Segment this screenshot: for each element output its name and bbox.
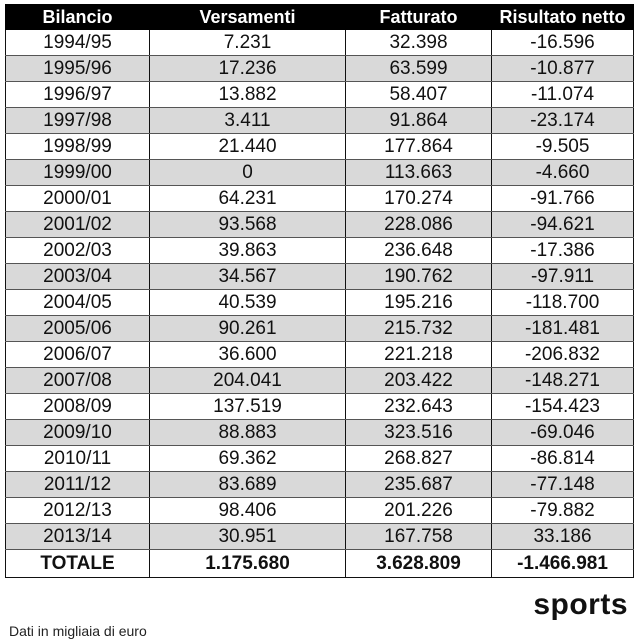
table-row <box>6 290 634 316</box>
cell-fatturato: 167.758 <box>346 524 492 550</box>
table-row <box>6 342 634 368</box>
cell-versamenti: 93.568 <box>150 212 346 238</box>
table-row <box>6 524 634 550</box>
cell-fatturato: 170.274 <box>346 186 492 212</box>
cell-versamenti: 137.519 <box>150 394 346 420</box>
cell-bilancio: 2004/05 <box>6 290 150 316</box>
cell-fatturato: 190.762 <box>346 264 492 290</box>
cell-risultato-netto: -17.386 <box>492 238 634 264</box>
cell-bilancio: 1994/95 <box>6 30 150 56</box>
table-row <box>6 56 634 82</box>
cell-risultato-netto: -69.046 <box>492 420 634 446</box>
cell-bilancio: 2011/12 <box>6 472 150 498</box>
cell-fatturato: 203.422 <box>346 368 492 394</box>
table-row <box>6 316 634 342</box>
cell-risultato-netto: 33.186 <box>492 524 634 550</box>
cell-fatturato: 177.864 <box>346 134 492 160</box>
column-header-risultato-netto: Risultato netto <box>492 5 634 30</box>
cell-risultato-netto: -94.621 <box>492 212 634 238</box>
cell-versamenti: 90.261 <box>150 316 346 342</box>
cell-bilancio: 1998/99 <box>6 134 150 160</box>
table-row <box>6 30 634 56</box>
table-row <box>6 368 634 394</box>
cell-fatturato: 323.516 <box>346 420 492 446</box>
cell-fatturato: 221.218 <box>346 342 492 368</box>
cell-bilancio: 2012/13 <box>6 498 150 524</box>
cell-versamenti: 30.951 <box>150 524 346 550</box>
cell-bilancio: 2000/01 <box>6 186 150 212</box>
cell-risultato-netto: -181.481 <box>492 316 634 342</box>
cell-bilancio: 2001/02 <box>6 212 150 238</box>
total-label: TOTALE <box>6 550 150 578</box>
cell-bilancio: 1999/00 <box>6 160 150 186</box>
column-header-versamenti: Versamenti <box>150 5 346 30</box>
total-risultato-netto: -1.466.981 <box>492 550 634 578</box>
cell-bilancio: 2005/06 <box>6 316 150 342</box>
total-versamenti: 1.175.680 <box>150 550 346 578</box>
table-row <box>6 238 634 264</box>
cell-fatturato: 215.732 <box>346 316 492 342</box>
cell-fatturato: 228.086 <box>346 212 492 238</box>
cell-bilancio: 2003/04 <box>6 264 150 290</box>
cell-bilancio: 2008/09 <box>6 394 150 420</box>
table-row <box>6 498 634 524</box>
cell-versamenti: 21.440 <box>150 134 346 160</box>
cell-fatturato: 268.827 <box>346 446 492 472</box>
footnote: Dati in migliaia di euro <box>9 623 147 639</box>
cell-versamenti: 36.600 <box>150 342 346 368</box>
header-row <box>6 5 634 30</box>
column-header-bilancio: Bilancio <box>6 5 150 30</box>
cell-risultato-netto: -9.505 <box>492 134 634 160</box>
cell-fatturato: 58.407 <box>346 82 492 108</box>
cell-fatturato: 32.398 <box>346 30 492 56</box>
cell-risultato-netto: -148.271 <box>492 368 634 394</box>
cell-versamenti: 17.236 <box>150 56 346 82</box>
cell-versamenti: 83.689 <box>150 472 346 498</box>
cell-risultato-netto: -206.832 <box>492 342 634 368</box>
cell-bilancio: 1995/96 <box>6 56 150 82</box>
cell-bilancio: 2002/03 <box>6 238 150 264</box>
cell-versamenti: 34.567 <box>150 264 346 290</box>
brand-logo: sports <box>533 588 628 621</box>
cell-fatturato: 201.226 <box>346 498 492 524</box>
cell-versamenti: 7.231 <box>150 30 346 56</box>
cell-risultato-netto: -91.766 <box>492 186 634 212</box>
cell-fatturato: 232.643 <box>346 394 492 420</box>
cell-risultato-netto: -77.148 <box>492 472 634 498</box>
cell-versamenti: 40.539 <box>150 290 346 316</box>
cell-risultato-netto: -16.596 <box>492 30 634 56</box>
total-row <box>6 550 634 578</box>
cell-versamenti: 39.863 <box>150 238 346 264</box>
cell-fatturato: 235.687 <box>346 472 492 498</box>
cell-bilancio: 2013/14 <box>6 524 150 550</box>
total-fatturato: 3.628.809 <box>346 550 492 578</box>
table-header <box>6 5 634 30</box>
cell-versamenti: 98.406 <box>150 498 346 524</box>
table-row <box>6 82 634 108</box>
cell-versamenti: 0 <box>150 160 346 186</box>
column-header-fatturato: Fatturato <box>346 5 492 30</box>
cell-versamenti: 69.362 <box>150 446 346 472</box>
table-body <box>6 30 634 550</box>
table-row <box>6 160 634 186</box>
table-row <box>6 394 634 420</box>
cell-fatturato: 91.864 <box>346 108 492 134</box>
financial-table <box>5 4 634 578</box>
cell-versamenti: 13.882 <box>150 82 346 108</box>
table-row <box>6 446 634 472</box>
cell-bilancio: 2007/08 <box>6 368 150 394</box>
cell-bilancio: 2006/07 <box>6 342 150 368</box>
cell-bilancio: 1997/98 <box>6 108 150 134</box>
table-row <box>6 264 634 290</box>
cell-fatturato: 113.663 <box>346 160 492 186</box>
cell-bilancio: 2010/11 <box>6 446 150 472</box>
table-row <box>6 420 634 446</box>
cell-fatturato: 63.599 <box>346 56 492 82</box>
cell-risultato-netto: -79.882 <box>492 498 634 524</box>
table-footer <box>6 550 634 578</box>
cell-risultato-netto: -86.814 <box>492 446 634 472</box>
cell-risultato-netto: -118.700 <box>492 290 634 316</box>
cell-versamenti: 88.883 <box>150 420 346 446</box>
table-row <box>6 186 634 212</box>
table-row <box>6 108 634 134</box>
cell-risultato-netto: -154.423 <box>492 394 634 420</box>
table-row <box>6 472 634 498</box>
cell-risultato-netto: -97.911 <box>492 264 634 290</box>
cell-versamenti: 3.411 <box>150 108 346 134</box>
cell-fatturato: 236.648 <box>346 238 492 264</box>
cell-fatturato: 195.216 <box>346 290 492 316</box>
cell-risultato-netto: -11.074 <box>492 82 634 108</box>
cell-bilancio: 1996/97 <box>6 82 150 108</box>
table-row <box>6 134 634 160</box>
cell-versamenti: 204.041 <box>150 368 346 394</box>
cell-risultato-netto: -10.877 <box>492 56 634 82</box>
cell-risultato-netto: -4.660 <box>492 160 634 186</box>
cell-bilancio: 2009/10 <box>6 420 150 446</box>
cell-versamenti: 64.231 <box>150 186 346 212</box>
table-row <box>6 212 634 238</box>
cell-risultato-netto: -23.174 <box>492 108 634 134</box>
